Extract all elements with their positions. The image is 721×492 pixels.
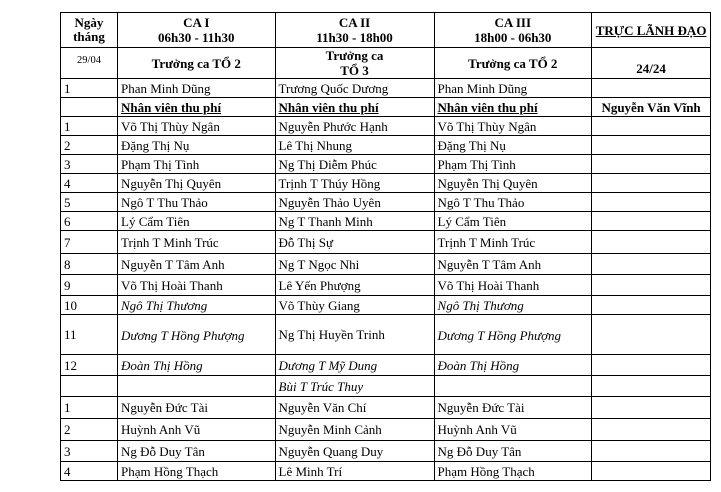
shift-1-name-cell: Dương T Hồng Phượng	[118, 315, 276, 355]
shift-1-name-cell	[118, 376, 276, 397]
table-row	[61, 355, 711, 376]
shift-3-name-cell: Nguyễn Đức Tài	[434, 397, 592, 419]
shift-3-name-cell: Dương T Hồng Phượng	[434, 315, 592, 355]
shift-2-team: Trưởng ca TỔ 3	[275, 48, 434, 79]
shift-3-name-cell: Phạm Thị Tình	[434, 155, 592, 174]
duty-cell	[592, 193, 711, 212]
table-row	[61, 275, 711, 296]
shift-1-name-cell: Nguyễn T Tâm Anh	[118, 254, 276, 275]
shift-3-name-cell: Lý Cẩm Tiên	[434, 212, 592, 231]
shift-1-name: CA I	[183, 15, 210, 30]
row-number	[61, 98, 118, 117]
shift-2-name-cell: Nguyễn Minh Cảnh	[275, 419, 434, 441]
shift-3-name-cell: Đặng Thị Nụ	[434, 136, 592, 155]
row-number: 1	[61, 117, 118, 136]
row-number: 3	[61, 441, 118, 462]
shift-1-name-cell: Đoàn Thị Hồng	[118, 355, 276, 376]
shift-2-name-cell: Dương T Mỹ Dung	[275, 355, 434, 376]
table-row	[61, 193, 711, 212]
duty-leader-title: TRỰC LÃNH ĐẠO	[595, 22, 707, 38]
shift-1-name-cell: Lý Cẩm Tiên	[118, 212, 276, 231]
shift-1-name-cell: Võ Thị Hoài Thanh	[118, 275, 276, 296]
duty-cell	[592, 155, 711, 174]
duty-cell	[592, 212, 711, 231]
table-row	[61, 419, 711, 441]
table-row	[61, 315, 711, 355]
shift-3-name-cell	[434, 376, 592, 397]
row-number	[61, 376, 118, 397]
shift-1-name-cell: Trịnh T Minh Trúc	[118, 231, 276, 254]
table-row	[61, 376, 711, 397]
shift-1-name-cell: Ngô T Thu Thảo	[118, 193, 276, 212]
duty-leader-header	[592, 13, 711, 48]
subheader-row	[61, 48, 711, 79]
row-number: 11	[61, 315, 118, 355]
shift-3-name-cell: Ngô Thị Thương	[434, 296, 592, 315]
table-row	[61, 212, 711, 231]
shift-3-name-cell: Ngô T Thu Thảo	[434, 193, 592, 212]
duty-cell	[592, 117, 711, 136]
duty-cell	[592, 174, 711, 193]
row-number: 12	[61, 355, 118, 376]
table-row	[61, 117, 711, 136]
shift-2-name-cell: Lê Thị Nhung	[275, 136, 434, 155]
shift-2-name-cell: Ng Thị Diễm Phúc	[275, 155, 434, 174]
shift-3-name-cell: Nguyễn T Tâm Anh	[434, 254, 592, 275]
shift-3-name-cell: Trịnh T Minh Trúc	[434, 231, 592, 254]
table-row	[61, 397, 711, 419]
shift-1-name-cell: Huỳnh Anh Vũ	[118, 419, 276, 441]
duty-leader-name: Nguyễn Văn Vĩnh	[592, 98, 711, 117]
shift-2-name-cell: Ng T Ngọc Nhi	[275, 254, 434, 275]
shift-3-name-cell: Phan Minh Dũng	[434, 79, 592, 98]
shift-roster-table	[60, 12, 711, 481]
shift-3-team: Trưởng ca TỔ 2	[434, 48, 592, 79]
header-row	[61, 13, 711, 48]
shift-3-name-cell: Đoàn Thị Hồng	[434, 355, 592, 376]
row-number: 2	[61, 136, 118, 155]
duty-cell	[592, 441, 711, 462]
row-number: 4	[61, 462, 118, 481]
date-column-header: Ngày tháng	[61, 13, 118, 48]
shift-2-name-cell: Võ Thùy Giang	[275, 296, 434, 315]
duty-cell	[592, 462, 711, 481]
shift-1-time: 06h30 - 11h30	[157, 30, 235, 45]
row-number: 10	[61, 296, 118, 315]
shift-3-time: 18h00 - 06h30	[474, 30, 552, 45]
duty-cell	[592, 419, 711, 441]
shift-2-name-cell: Trương Quốc Dương	[275, 79, 434, 98]
shift-1-staff-heading: Nhân viên thu phí	[118, 98, 276, 117]
duty-cell	[592, 397, 711, 419]
shift-3-name-cell: Ng Đỗ Duy Tân	[434, 441, 592, 462]
shift-2-name-cell: Nguyễn Quang Duy	[275, 441, 434, 462]
shift-2-name-cell: Trịnh T Thúy Hồng	[275, 174, 434, 193]
shift-1-team: Trưởng ca TỔ 2	[118, 48, 276, 79]
shift-3-name: CA III	[494, 15, 532, 30]
shift-2-name-cell: Đỗ Thị Sự	[275, 231, 434, 254]
shift-1-name-cell: Nguyễn Thị Quyên	[118, 174, 276, 193]
row-number: 7	[61, 231, 118, 254]
shift-1-name-cell: Nguyễn Đức Tài	[118, 397, 276, 419]
row-number: 2	[61, 419, 118, 441]
shift-3-name-cell: Phạm Hồng Thạch	[434, 462, 592, 481]
duty-cell	[592, 231, 711, 254]
row-number: 6	[61, 212, 118, 231]
shift-1-header	[118, 13, 276, 48]
duty-cell	[592, 315, 711, 355]
shift-2-name: CA II	[338, 15, 371, 30]
shift-3-staff-heading: Nhân viên thu phí	[434, 98, 592, 117]
table-row	[61, 254, 711, 275]
duty-hours: 24/24	[592, 48, 711, 79]
shift-1-name-cell: Phạm Hồng Thạch	[118, 462, 276, 481]
duty-cell	[592, 376, 711, 397]
table-row	[61, 136, 711, 155]
shift-2-time: 11h30 - 18h00	[316, 30, 393, 45]
table-row	[61, 174, 711, 193]
row-number: 3	[61, 155, 118, 174]
table-row	[61, 296, 711, 315]
shift-1-name-cell: Ng Đỗ Duy Tân	[118, 441, 276, 462]
shift-2-name-cell: Nguyễn Thảo Uyên	[275, 193, 434, 212]
shift-3-name-cell: Nguyễn Thị Quyên	[434, 174, 592, 193]
table-row	[61, 441, 711, 462]
shift-1-name-cell: Phan Minh Dũng	[118, 79, 276, 98]
shift-2-header	[275, 13, 434, 48]
shift-2-name-cell: Bùi T Trúc Thuy	[275, 376, 434, 397]
shift-2-staff-heading: Nhân viên thu phí	[275, 98, 434, 117]
shift-1-name-cell: Ngô Thị Thương	[118, 296, 276, 315]
shift-3-name-cell: Võ Thị Hoài Thanh	[434, 275, 592, 296]
duty-cell	[592, 275, 711, 296]
roster-sheet	[60, 12, 711, 481]
shift-3-name-cell: Huỳnh Anh Vũ	[434, 419, 592, 441]
table-row	[61, 79, 711, 98]
row-number: 1	[61, 397, 118, 419]
shift-3-name-cell: Võ Thị Thùy Ngân	[434, 117, 592, 136]
date-cell: 29/04	[61, 48, 118, 79]
row-number: 1	[61, 79, 118, 98]
shift-2-name-cell: Lê Yến Phượng	[275, 275, 434, 296]
table-row	[61, 231, 711, 254]
shift-2-name-cell: Ng T Thanh Minh	[275, 212, 434, 231]
table-row	[61, 462, 711, 481]
row-number: 9	[61, 275, 118, 296]
row-number: 5	[61, 193, 118, 212]
duty-cell	[592, 254, 711, 275]
shift-3-header	[434, 13, 592, 48]
shift-1-name-cell: Phạm Thị Tình	[118, 155, 276, 174]
shift-1-name-cell: Võ Thị Thùy Ngân	[118, 117, 276, 136]
staff-heading-row	[61, 98, 711, 117]
shift-2-name-cell: Ng Thị Huyền Trinh	[275, 315, 434, 355]
shift-1-name-cell: Đặng Thị Nụ	[118, 136, 276, 155]
shift-2-name-cell: Nguyễn Phước Hạnh	[275, 117, 434, 136]
shift-2-name-cell: Nguyễn Văn Chí	[275, 397, 434, 419]
duty-cell	[592, 355, 711, 376]
row-number: 4	[61, 174, 118, 193]
shift-2-name-cell: Lê Minh Trí	[275, 462, 434, 481]
duty-cell	[592, 296, 711, 315]
table-row	[61, 155, 711, 174]
duty-cell	[592, 79, 711, 98]
duty-cell	[592, 136, 711, 155]
row-number: 8	[61, 254, 118, 275]
